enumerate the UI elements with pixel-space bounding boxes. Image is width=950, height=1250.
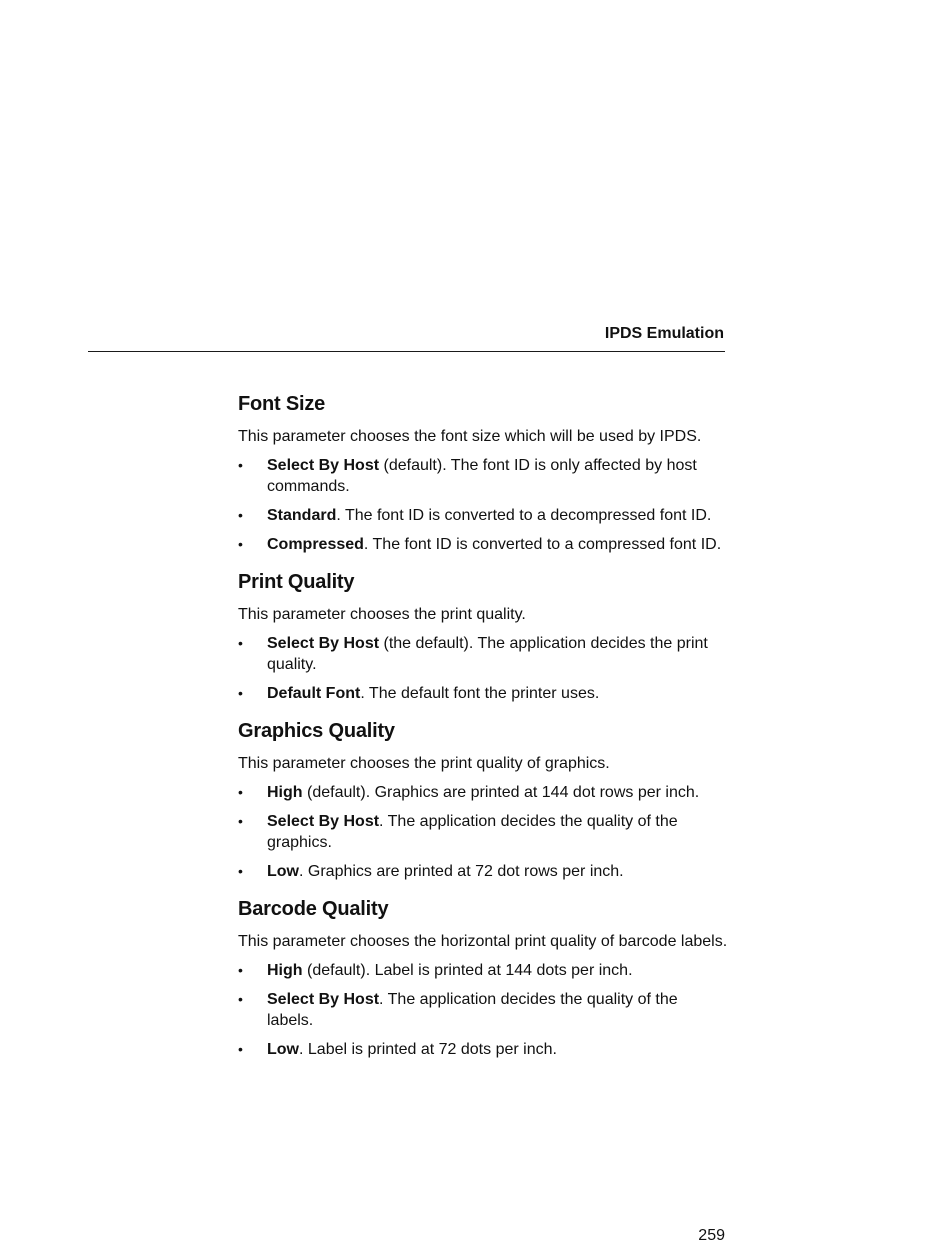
- item-term: High: [267, 784, 303, 801]
- list-item: [238, 505, 728, 526]
- item-term: Select By Host: [267, 813, 380, 830]
- item-text: . The default font the printer uses.: [360, 685, 600, 702]
- list-item: [238, 861, 728, 882]
- list-item: [238, 683, 728, 704]
- running-header: [88, 322, 725, 352]
- item-term: High: [267, 962, 303, 979]
- item-text: . The font ID is converted to a compressed font ID.: [363, 536, 722, 553]
- page-number: 259: [698, 1227, 725, 1244]
- item-text: . Label is printed at 72 dots per inch.: [299, 1041, 557, 1058]
- section-heading: Graphics Quality: [238, 720, 395, 742]
- list-item: [238, 455, 728, 497]
- item-term: Low: [267, 863, 299, 880]
- bullet-icon: •: [238, 635, 243, 651]
- bullet-list: [238, 960, 728, 1060]
- item-term: Select By Host: [267, 457, 380, 474]
- section-intro: This parameter chooses the horizontal print quality of barcode labels.: [238, 933, 728, 950]
- bullet-list: [238, 633, 728, 704]
- item-text: (default). Label is printed at 144 dots per inch.: [302, 962, 633, 979]
- document-body: [238, 391, 728, 1060]
- list-item: [238, 1039, 728, 1060]
- bullet-list: [238, 782, 728, 882]
- item-text: (default). Graphics are printed at 144 dot rows per inch.: [302, 784, 700, 801]
- item-text: . The font ID is converted to a decompressed font ID.: [336, 507, 712, 524]
- item-term: Select By Host: [267, 635, 380, 652]
- bullet-list: [238, 455, 728, 555]
- bullet-icon: •: [238, 784, 243, 800]
- section-intro: This parameter chooses the print quality of graphics.: [238, 755, 610, 772]
- section-heading: Print Quality: [238, 571, 355, 593]
- list-item: [238, 782, 728, 803]
- bullet-icon: •: [238, 507, 243, 523]
- running-header-title: IPDS Emulation: [604, 325, 724, 342]
- list-item: [238, 960, 728, 981]
- item-text: (default). The font ID is only affected by host commands.: [267, 457, 697, 495]
- item-term: Select By Host: [267, 991, 380, 1008]
- section-intro: This parameter chooses the print quality.: [238, 606, 526, 623]
- item-term: Compressed: [267, 536, 364, 553]
- list-item: [238, 633, 728, 675]
- item-term: Standard: [267, 507, 337, 524]
- bullet-icon: •: [238, 863, 243, 879]
- item-term: Low: [267, 1041, 299, 1058]
- bullet-icon: •: [238, 457, 243, 473]
- list-item: [238, 811, 728, 853]
- section-graphics-quality: [238, 718, 728, 882]
- list-item: [238, 534, 728, 555]
- section-heading: Font Size: [238, 393, 326, 415]
- item-text: (the default). The application decides the print quality.: [267, 635, 708, 673]
- section-font-size: [238, 391, 728, 555]
- list-item: [238, 989, 728, 1031]
- item-text: . The application decides the quality of the labels.: [267, 991, 678, 1029]
- item-text: . Graphics are printed at 72 dot rows per inch.: [299, 863, 624, 880]
- section-print-quality: [238, 569, 728, 704]
- section-intro: This parameter chooses the font size which will be used by IPDS.: [238, 428, 702, 445]
- bullet-icon: •: [238, 813, 243, 829]
- section-barcode-quality: [238, 896, 728, 1060]
- bullet-icon: •: [238, 536, 243, 552]
- item-text: . The application decides the quality of the graphics.: [267, 813, 678, 851]
- section-heading: Barcode Quality: [238, 898, 389, 920]
- bullet-icon: •: [238, 685, 243, 701]
- bullet-icon: •: [238, 1041, 243, 1057]
- bullet-icon: •: [238, 991, 243, 1007]
- bullet-icon: •: [238, 962, 243, 978]
- item-term: Default Font: [267, 685, 361, 702]
